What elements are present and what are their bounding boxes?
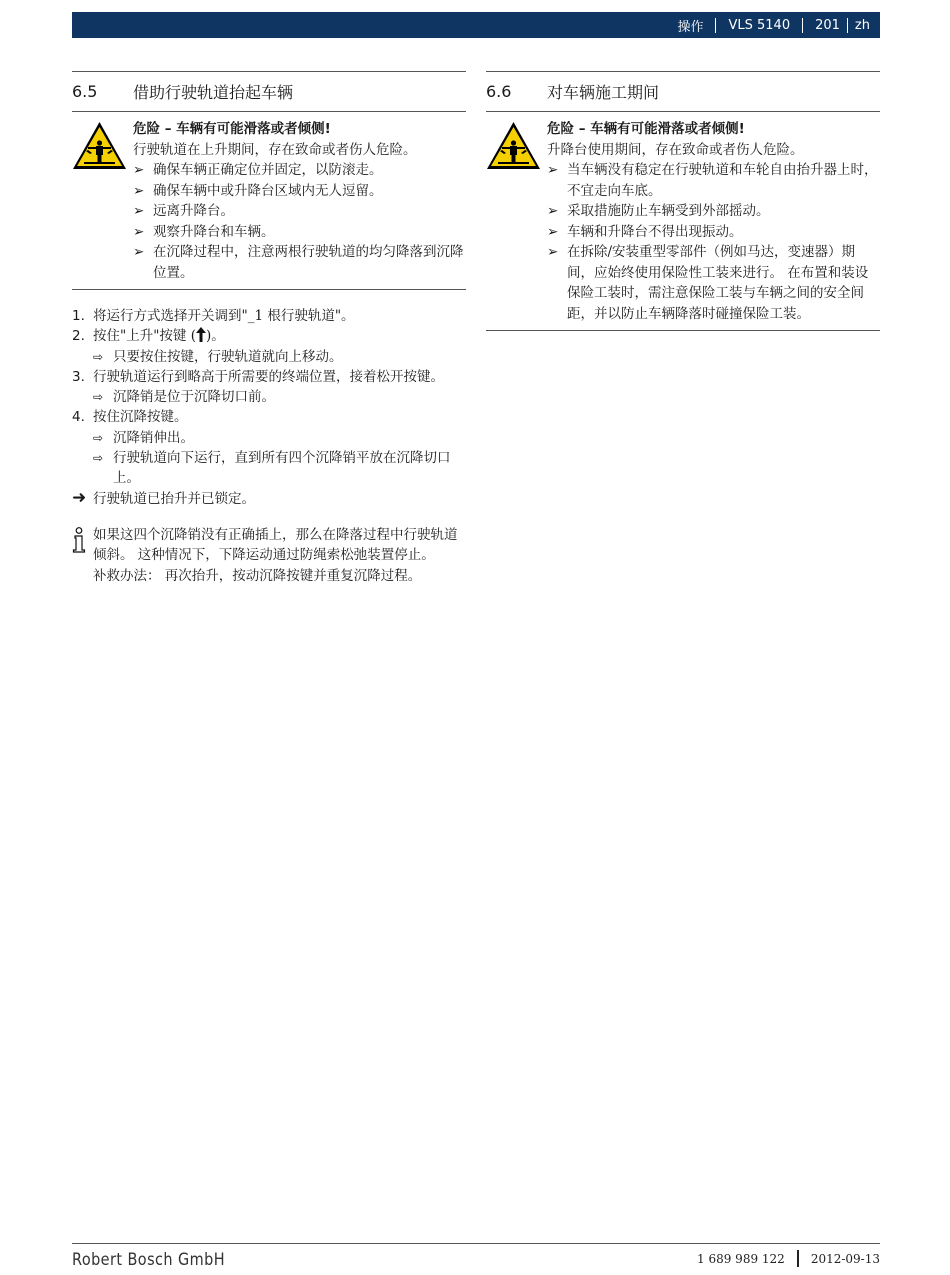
- danger-bullet-list: [133, 160, 466, 283]
- danger-text: 行驶轨道在上升期间，存在致命或者伤人危险。: [133, 141, 417, 158]
- footer-rule: [72, 1243, 880, 1244]
- header-model: VLS 5140: [728, 17, 791, 33]
- danger-title: 危险 – 车辆有可能滑落或者倾侧!: [133, 121, 331, 137]
- step-4: [72, 407, 466, 427]
- danger-bullet: ➢ 确保车辆中或升降台区域内无人逗留。: [133, 181, 466, 202]
- warning-crush-icon: [486, 121, 541, 170]
- danger-bullet-list: [547, 160, 880, 324]
- arrow-up-icon: [196, 327, 206, 342]
- note-remedy: 补救办法： 再次抬升，按动沉降按键并重复沉降过程。: [93, 567, 422, 584]
- step-text: 将运行方式选择开关调到"_1 根行驶轨道"。: [93, 308, 355, 324]
- danger-bullet: ➢ 观察升降台和车辆。: [133, 222, 466, 243]
- danger-title: 危险 – 车辆有可能滑落或者倾侧!: [547, 121, 745, 137]
- result-text: 沉降销是位于沉降切口前。: [113, 389, 275, 406]
- danger-bullet: ➢ 远离升降台。: [133, 201, 466, 222]
- danger-bullet: ➢ 在沉降过程中，注意两根行驶轨道的均匀降落到沉降位置。: [133, 242, 466, 283]
- section-heading-6-5: [72, 71, 466, 112]
- step-text: 按住"上升"按键 (: [93, 328, 196, 345]
- header-separator: [847, 18, 848, 33]
- result-arrow-icon: ⇨: [93, 390, 104, 405]
- final-result: [72, 489, 466, 509]
- header-language: zh: [854, 17, 870, 33]
- step-text: 按住沉降按键。: [93, 409, 188, 426]
- final-result-text: 行驶轨道已抬升并已锁定。: [93, 490, 255, 507]
- right-column: [486, 71, 880, 331]
- danger-bullet: ➢ 在拆除/安装重型零部件（例如马达，变速器）期间，应始终使用保险性工装来进行。 在布置和装设保险工装时，需注意保险工装与车辆之间的安全间距，并以防止车辆降落时碰撞保险工装。: [547, 242, 880, 324]
- header-separator: [715, 18, 716, 33]
- step-text-suffix: )。: [205, 328, 225, 345]
- step-result: [72, 448, 466, 489]
- danger-bullet: ➢ 确保车辆正确定位并固定，以防滚走。: [133, 160, 466, 181]
- step-number: 2.: [72, 328, 85, 345]
- danger-bullet: ➢ 车辆和升降台不得出现振动。: [547, 222, 880, 243]
- info-note: [72, 525, 466, 586]
- info-icon: [72, 527, 86, 553]
- step-1: [72, 306, 466, 326]
- footer-meta: [697, 1250, 880, 1267]
- header-separator: [802, 18, 803, 33]
- result-arrow-icon: ⇨: [93, 430, 104, 445]
- note-text: 如果这四个沉降销没有正确插上，那么在降落过程中行驶轨道倾斜。 这种情况下，下降运动通过防绳索松弛装置停止。: [93, 526, 458, 564]
- footer-separator: [797, 1250, 799, 1267]
- step-2: [72, 326, 466, 346]
- danger-bullet: ➢ 当车辆没有稳定在行驶轨道和车轮自由抬升器上时，不宜走向车底。: [547, 160, 880, 201]
- company-name: Robert Bosch GmbH: [72, 1250, 226, 1270]
- step-number: 4.: [72, 409, 85, 426]
- danger-notice: [486, 112, 880, 331]
- left-column: [72, 71, 466, 586]
- result-arrow-icon: ⇨: [93, 451, 104, 466]
- section-number: 6.5: [72, 82, 98, 101]
- section-title: 对车辆施工期间: [547, 83, 660, 102]
- header-page-number: 201: [815, 17, 840, 33]
- step-3: [72, 367, 466, 387]
- result-text: 只要按住按键，行驶轨道就向上移动。: [113, 348, 343, 365]
- header-section: 操作: [677, 19, 704, 35]
- section-heading-6-6: [486, 71, 880, 112]
- step-result: [72, 387, 466, 407]
- procedure-steps: [72, 306, 466, 509]
- danger-text: 升降台使用期间，存在致命或者伤人危险。: [547, 141, 804, 158]
- section-title: 借助行驶轨道抬起车辆: [133, 83, 294, 102]
- result-arrow-icon: ⇨: [93, 349, 104, 364]
- step-result: [72, 428, 466, 448]
- step-number: 3.: [72, 368, 85, 385]
- step-number: 1.: [72, 308, 85, 324]
- section-number: 6.6: [486, 82, 512, 101]
- step-text: 行驶轨道运行到略高于所需要的终端位置，接着松开按键。: [93, 368, 444, 385]
- step-result: [72, 347, 466, 367]
- document-number: 1 689 989 122: [697, 1251, 785, 1266]
- result-text: 沉降销伸出。: [113, 429, 194, 446]
- final-arrow-icon: ➜: [72, 487, 87, 508]
- danger-bullet: ➢ 采取措施防止车辆受到外部摇动。: [547, 201, 880, 222]
- danger-notice: [72, 112, 466, 290]
- header-bar: [72, 12, 880, 38]
- warning-crush-icon: [72, 121, 127, 170]
- document-date: 2012-09-13: [810, 1251, 880, 1266]
- result-text: 行驶轨道向下运行，直到所有四个沉降销平放在沉降切口上。: [113, 450, 451, 487]
